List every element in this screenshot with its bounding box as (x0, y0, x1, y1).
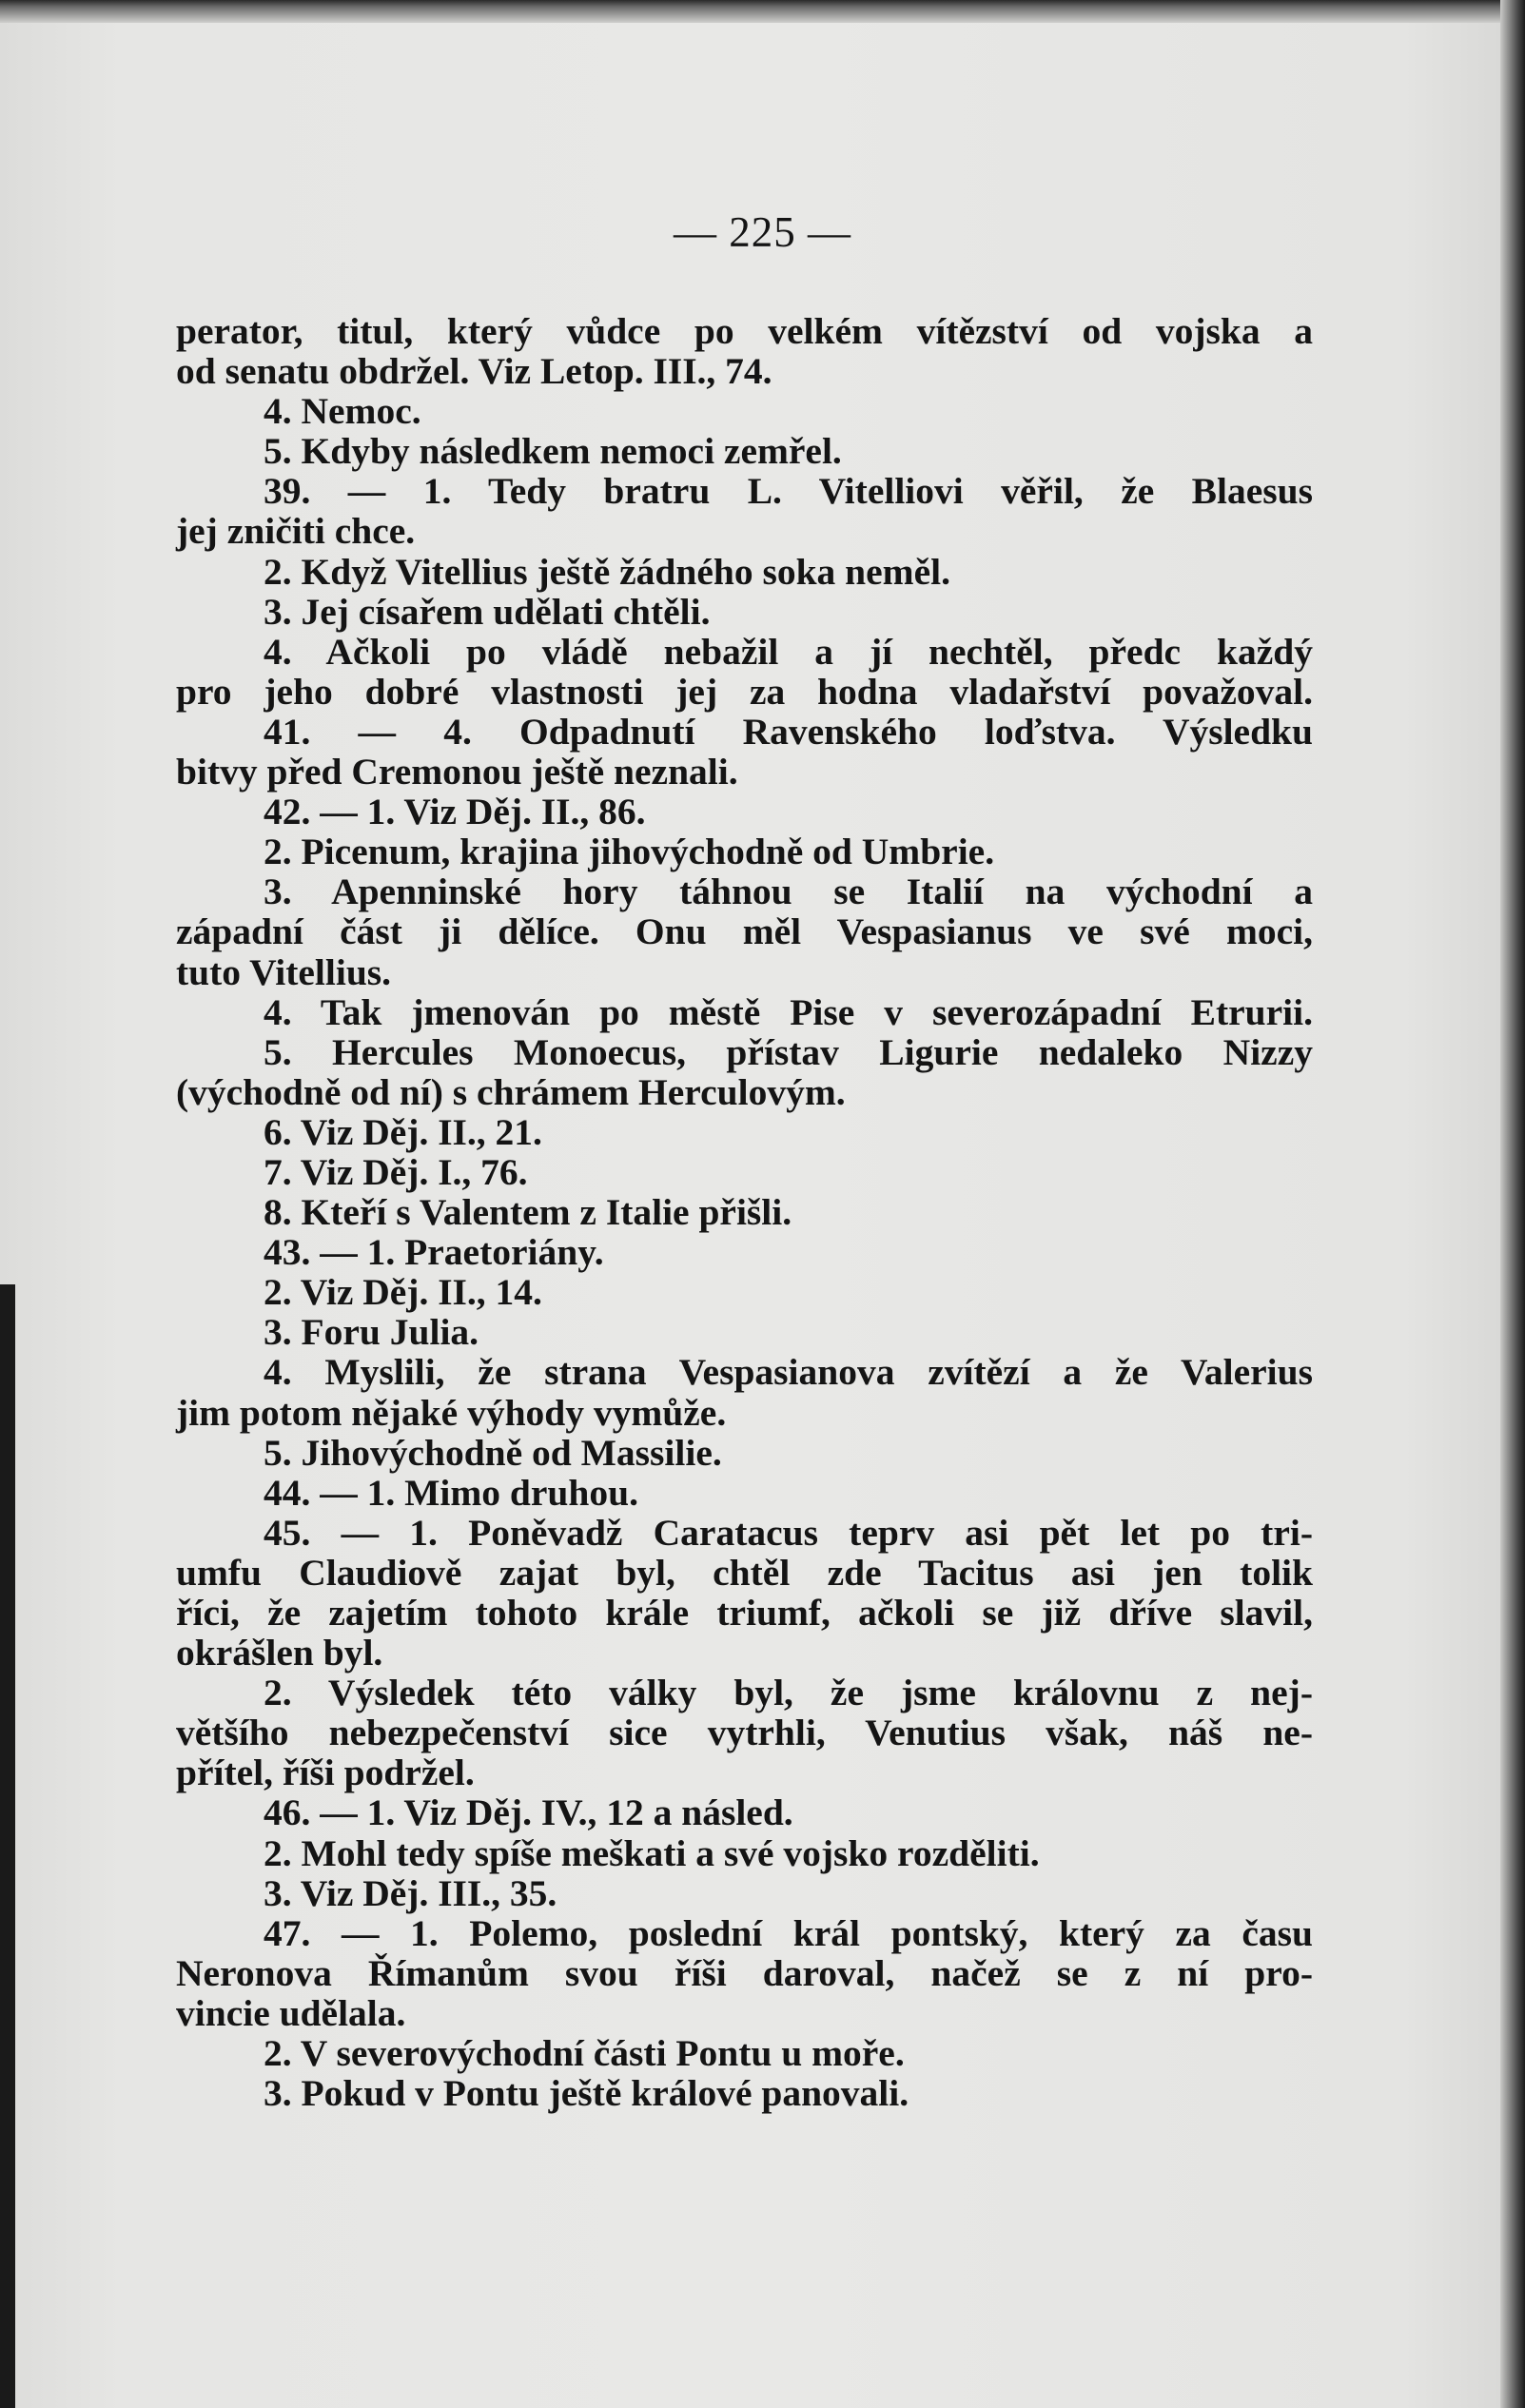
text-line: 2. Viz Děj. II., 14. (264, 1271, 542, 1314)
text-line: 3. Apenninské hory táhnou se Italií na východní a (264, 871, 1313, 913)
text-line: říci, že zajetím tohoto krále triumf, ačkoli se již dříve slavil, (176, 1592, 1313, 1634)
text-line: umfu Claudiově zajat byl, chtěl zde Tacitus asi jen tolik (176, 1551, 1313, 1594)
text-line: od senatu obdržel. Viz Letop. III., 74. (176, 350, 772, 393)
text-line: Neronova Římanům svou říši daroval, načež se z ní pro- (176, 1951, 1313, 1994)
text-line: 3. Foru Julia. (264, 1311, 479, 1354)
text-line: 46. — 1. Viz Děj. IV., 12 a násled. (264, 1791, 793, 1834)
text-line: 39. — 1. Tedy bratru L. Vitelliovi věřil, že Blaesus (264, 470, 1313, 513)
text-line: 42. — 1. Viz Děj. II., 86. (264, 791, 646, 833)
text-line: 41. — 4. Odpadnutí Ravenského loďstva. Výsledku (264, 710, 1313, 753)
text-line: 47. — 1. Polemo, poslední král pontský, který za času (264, 1911, 1313, 1954)
text-line: 7. Viz Děj. I., 76. (264, 1150, 528, 1193)
text-line: jim potom nějaké výhody vymůže. (176, 1391, 727, 1434)
text-line: tuto Vitellius. (176, 950, 392, 993)
text-line: 2. Mohl tedy spíše meškati a své vojsko rozděliti. (264, 1831, 1040, 1874)
text-line: (východně od ní) s chrámem Herculovým. (176, 1070, 846, 1113)
text-line: 3. Jej císařem udělati chtěli. (264, 590, 711, 633)
text-line: perator, titul, který vůdce po velkém vítězství od vojska a (176, 310, 1313, 352)
text-line: 5. Jihovýchodně od Massilie. (264, 1431, 722, 1474)
text-line: 4. Ačkoli po vládě nebažil a jí nechtěl, předc každý (264, 630, 1313, 673)
text-line: 2. Picenum, krajina jihovýchodně od Umbrie. (264, 831, 995, 873)
text-line: 44. — 1. Mimo druhou. (264, 1471, 638, 1514)
text-line: pro jeho dobré vlastnosti jej za hodna vladařství považoval. (176, 670, 1313, 713)
text-line: západní část ji dělíce. Onu měl Vespasianus ve své moci, (176, 910, 1313, 953)
text-line: 43. — 1. Praetoriány. (264, 1231, 604, 1274)
text-line: 4. Nemoc. (264, 390, 421, 433)
text-line: 6. Viz Děj. II., 21. (264, 1110, 542, 1153)
text-line: 2. Výsledek této války byl, že jsme královnu z nej- (264, 1672, 1313, 1714)
scan-edge-left (0, 1284, 15, 2408)
text-line: 3. Pokud v Pontu ještě králové panovali. (264, 2072, 909, 2115)
text-line: okrášlen byl. (176, 1632, 383, 1674)
page-number: — 225 — (674, 208, 851, 256)
text-line: 4. Tak jmenován po městě Pise v severozápadní Etrurii. (264, 990, 1313, 1033)
text-line: jej zničiti chce. (176, 510, 416, 553)
text-line: přítel, říši podržel. (176, 1752, 475, 1794)
scan-edge-right (1500, 0, 1525, 2408)
text-line: 2. V severovýchodní části Pontu u moře. (264, 2032, 905, 2075)
text-line: 45. — 1. Poněvadž Caratacus teprv asi pět let po tri- (264, 1511, 1313, 1554)
text-line: 5. Kdyby následkem nemoci zemřel. (264, 430, 842, 473)
text-line: většího nebezpečenství sice vytrhli, Venutius však, náš ne- (176, 1712, 1313, 1754)
scan-edge-top (0, 0, 1525, 23)
text-line: 3. Viz Děj. III., 35. (264, 1871, 557, 1914)
text-line: vincie udělala. (176, 1991, 406, 2034)
text-line: bitvy před Cremonou ještě neznali. (176, 751, 738, 793)
commentary-text (176, 311, 1313, 2113)
text-line: 4. Myslili, že strana Vespasianova zvítězí a že Valerius (264, 1351, 1313, 1394)
text-line: 5. Hercules Monoecus, přístav Ligurie nedaleko Nizzy (264, 1030, 1313, 1073)
text-line: 2. Když Vitellius ještě žádného soka neměl. (264, 550, 950, 593)
text-line: 8. Kteří s Valentem z Italie přišli. (264, 1191, 792, 1234)
